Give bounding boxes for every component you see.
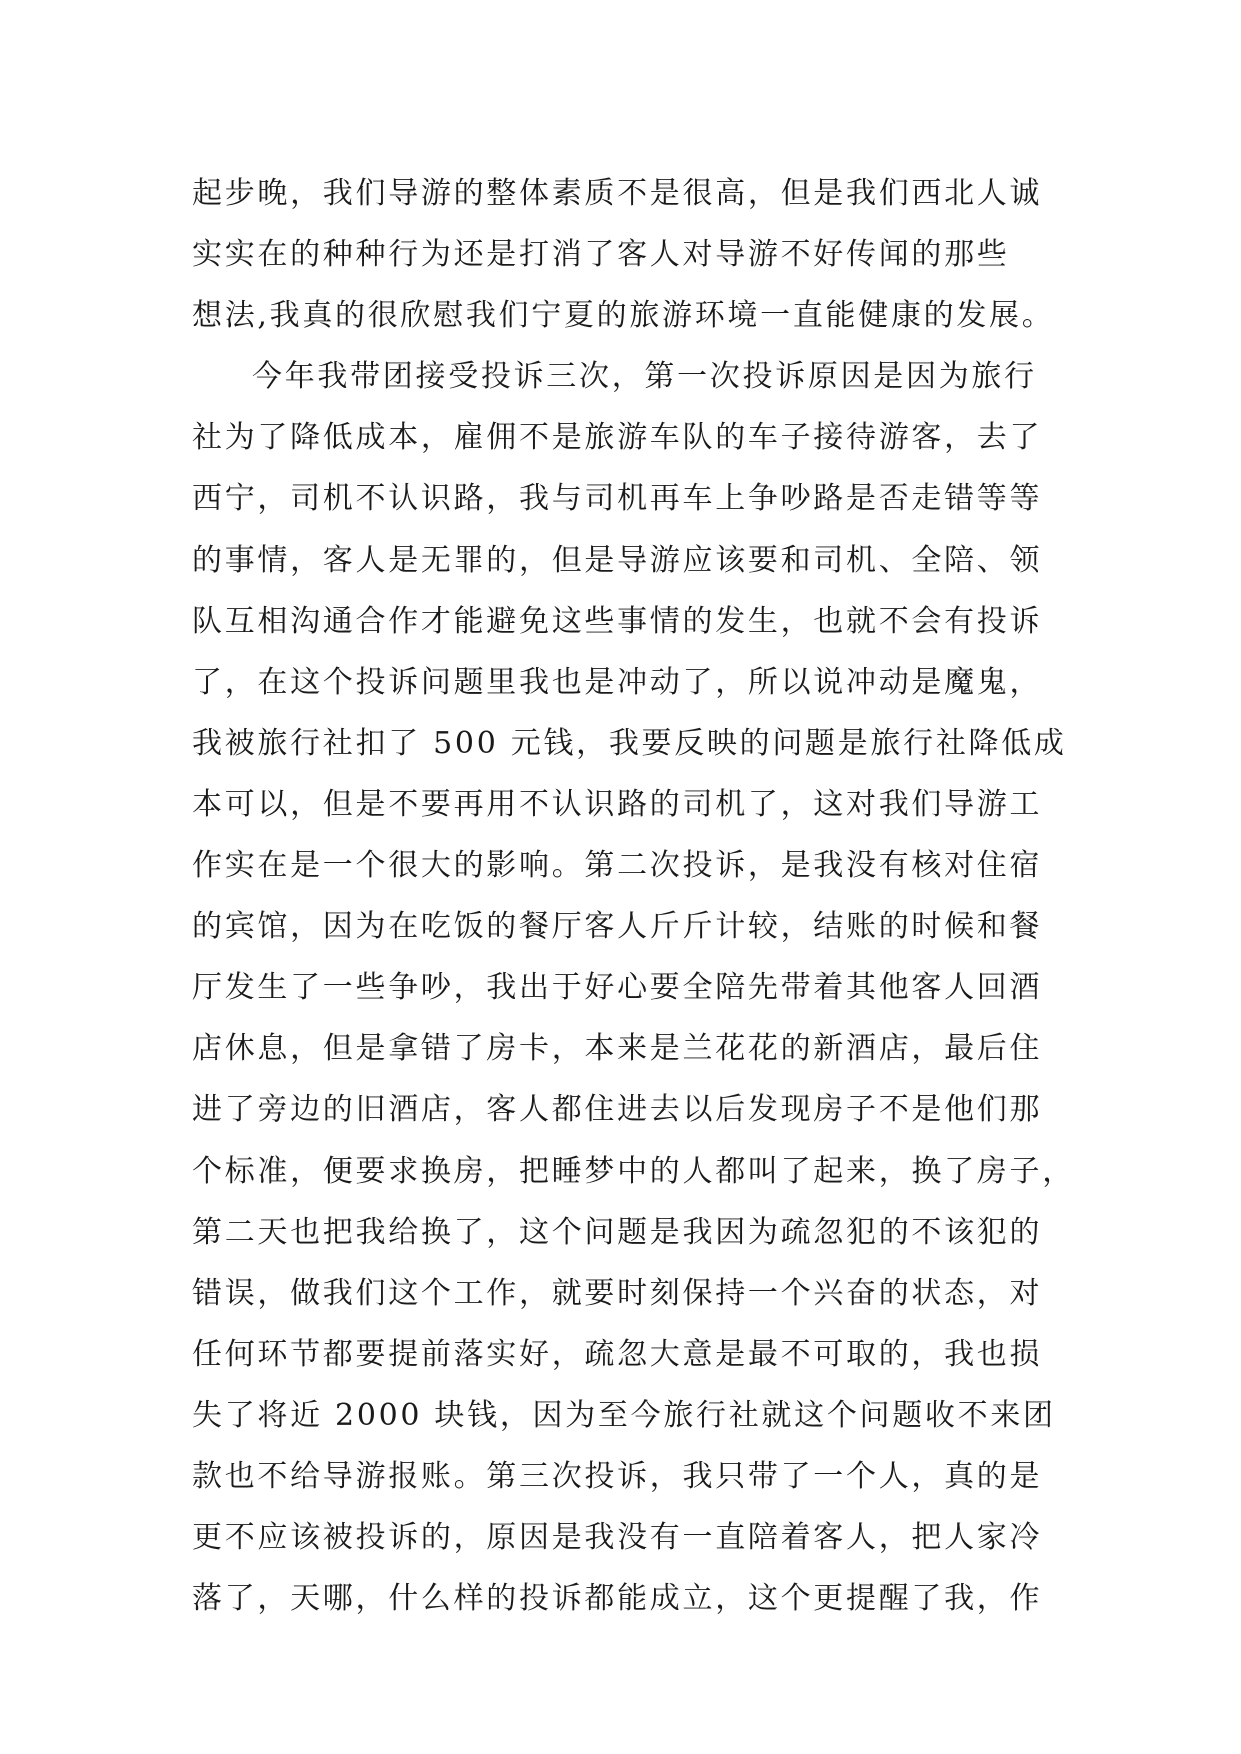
text-line: 起步晚，我们导游的整体素质不是很高，但是我们西北人诚 bbox=[192, 176, 1043, 211]
text-line: 落了，天哪，什么样的投诉都能成立，这个更提醒了我，作 bbox=[192, 1581, 1043, 1617]
text-line: 更不应该被投诉的，原因是我没有一直陪着客人，把人家冷 bbox=[192, 1520, 1043, 1556]
text-line: 厅发生了一些争吵，我出于好心要全陪先带着其他客人回酒 bbox=[192, 970, 1043, 1006]
text-line: 任何环节都要提前落实好，疏忽大意是最不可取的，我也损 bbox=[192, 1336, 1043, 1372]
text-line: 款也不给导游报账。第三次投诉，我只带了一个人，真的是 bbox=[192, 1458, 1043, 1494]
body-text bbox=[192, 163, 1075, 1629]
text-line: 队互相沟通合作才能避免这些事情的发生，也就不会有投诉 bbox=[192, 603, 1043, 639]
text-line: 的事情，客人是无罪的，但是导游应该要和司机、全陪、领 bbox=[192, 542, 1043, 578]
text-line: 错误，做我们这个工作，就要时刻保持一个兴奋的状态，对 bbox=[192, 1275, 1043, 1311]
text-line: 第二天也把我给换了，这个问题是我因为疏忽犯的不该犯的 bbox=[192, 1214, 1043, 1250]
text-line: 本可以，但是不要再用不认识路的司机了，这对我们导游工 bbox=[192, 786, 1043, 822]
text-line: 社为了降低成本，雇佣不是旅游车队的车子接待游客，去了 bbox=[192, 420, 1043, 456]
text-line: 作实在是一个很大的影响。第二次投诉，是我没有核对住宿 bbox=[192, 848, 1043, 884]
text-line: 想法,我真的很欣慰我们宁夏的旅游环境一直能健康的发展。 bbox=[192, 298, 1055, 334]
text-line: 了，在这个投诉问题里我也是冲动了，所以说冲动是魔鬼， bbox=[192, 664, 1043, 700]
text-line: 个标准，便要求换房，把睡梦中的人都叫了起来，换了房子， bbox=[192, 1153, 1075, 1189]
text-line: 我被旅行社扣了 500 元钱，我要反映的问题是旅行社降低成 bbox=[192, 725, 1067, 761]
text-line: 实实在的种种行为还是打消了客人对导游不好传闻的那些 bbox=[192, 237, 1010, 273]
text-line: 店休息，但是拿错了房卡，本来是兰花花的新酒店，最后住 bbox=[192, 1031, 1043, 1067]
text-line: 的宾馆，因为在吃饭的餐厅客人斤斤计较，结账的时候和餐 bbox=[192, 909, 1043, 945]
text-line: 西宁，司机不认识路，我与司机再车上争吵路是否走错等等 bbox=[192, 481, 1043, 517]
paragraph-start-line: 今年我带团接受投诉三次，第一次投诉原因是因为旅行 bbox=[252, 359, 1037, 395]
text-line: 失了将近 2000 块钱，因为至今旅行社就这个问题收不来团 bbox=[192, 1397, 1056, 1433]
text-line: 进了旁边的旧酒店，客人都住进去以后发现房子不是他们那 bbox=[192, 1092, 1043, 1128]
